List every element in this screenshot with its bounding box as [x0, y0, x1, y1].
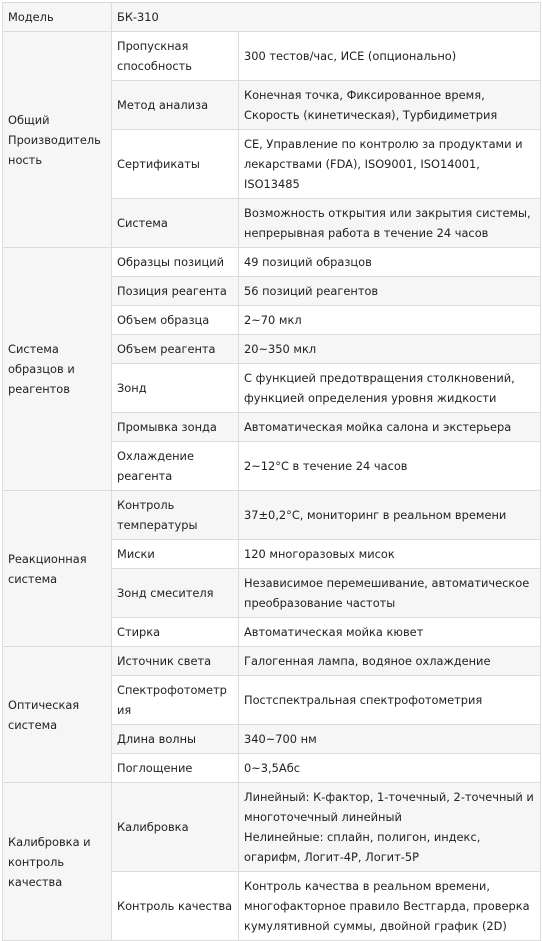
table-row	[3, 32, 541, 81]
param-cell: Позиция реагента	[112, 277, 239, 306]
value-cell: 300 тестов/час, ИСЕ (опционально)	[239, 32, 541, 81]
param-cell: Источник света	[112, 647, 239, 676]
value-cell: Автоматическая мойка салона и экстерьера	[239, 413, 541, 442]
param-cell: Миски	[112, 540, 239, 569]
group-label: Реакционная система	[3, 491, 112, 647]
param-cell: Сертификаты	[112, 130, 239, 199]
value-cell: Контроль качества в реальном времени, многофакторное правило Вестгарда, проверка кумулятивной суммы, двойной график (2D)	[239, 872, 541, 941]
param-cell: Контроль температуры	[112, 491, 239, 540]
group-label: Оптическая система	[3, 647, 112, 783]
table-row	[3, 647, 541, 676]
param-cell: Длина волны	[112, 725, 239, 754]
value-cell: CE, Управление по контролю за продуктами и лекарствами (FDA), ISO9001, ISO14001, ISO13485	[239, 130, 541, 199]
group-label: Общий Производительность	[3, 32, 112, 248]
value-line: Линейный: К-фактор, 1-точечный, 2-точечный и многоточечный линейный	[244, 790, 534, 824]
value-cell: 20~350 мкл	[239, 335, 541, 364]
value-cell: Автоматическая мойка кювет	[239, 618, 541, 647]
value-cell: С функцией предотвращения столкновений, функцией определения уровня жидкости	[239, 364, 541, 413]
param-cell: Зонд смесителя	[112, 569, 239, 618]
value-cell: Галогенная лампа, водяное охлаждение	[239, 647, 541, 676]
value-cell: 49 позиций образцов	[239, 248, 541, 277]
param-cell: Промывка зонда	[112, 413, 239, 442]
value-cell: Независимое перемешивание, автоматическое преобразование частоты	[239, 569, 541, 618]
param-cell: Объем образца	[112, 306, 239, 335]
model-label: Модель	[3, 3, 112, 32]
model-row	[3, 3, 541, 32]
value-line: Нелинейные: сплайн, полигон, индекс, огарифм, Логит-4P, Логит-5P	[244, 830, 481, 864]
param-cell: Объем реагента	[112, 335, 239, 364]
table-row	[3, 783, 541, 872]
value-cell: Конечная точка, Фиксированное время, Скорость (кинетическая), Турбидиметрия	[239, 81, 541, 130]
group-label: Система образцов и реагентов	[3, 248, 112, 491]
param-cell: Стирка	[112, 618, 239, 647]
value-cell: 2~70 мкл	[239, 306, 541, 335]
param-cell: Зонд	[112, 364, 239, 413]
param-cell: Охлаждение реагента	[112, 442, 239, 491]
param-cell: Пропускная способность	[112, 32, 239, 81]
param-cell: Калибровка	[112, 783, 239, 872]
spec-table	[2, 2, 541, 941]
value-cell: Постспектральная спектрофотометрия	[239, 676, 541, 725]
value-cell: 120 многоразовых мисок	[239, 540, 541, 569]
table-row	[3, 248, 541, 277]
model-value: БК-310	[112, 3, 541, 32]
group-label: Калибровка и контроль качества	[3, 783, 112, 941]
param-cell: Образцы позиций	[112, 248, 239, 277]
param-cell: Метод анализа	[112, 81, 239, 130]
value-cell: 37±0,2°C, мониторинг в реальном времени	[239, 491, 541, 540]
param-cell: Поглощение	[112, 754, 239, 783]
value-cell	[239, 783, 541, 872]
value-cell: 340~700 нм	[239, 725, 541, 754]
value-cell: Возможность открытия или закрытия системы, непрерывная работа в течение 24 часов	[239, 199, 541, 248]
table-row	[3, 491, 541, 540]
value-cell: 2~12°C в течение 24 часов	[239, 442, 541, 491]
param-cell: Спектрофотометрия	[112, 676, 239, 725]
value-cell: 0~3,5Абс	[239, 754, 541, 783]
param-cell: Система	[112, 199, 239, 248]
param-cell: Контроль качества	[112, 872, 239, 941]
value-cell: 56 позиций реагентов	[239, 277, 541, 306]
